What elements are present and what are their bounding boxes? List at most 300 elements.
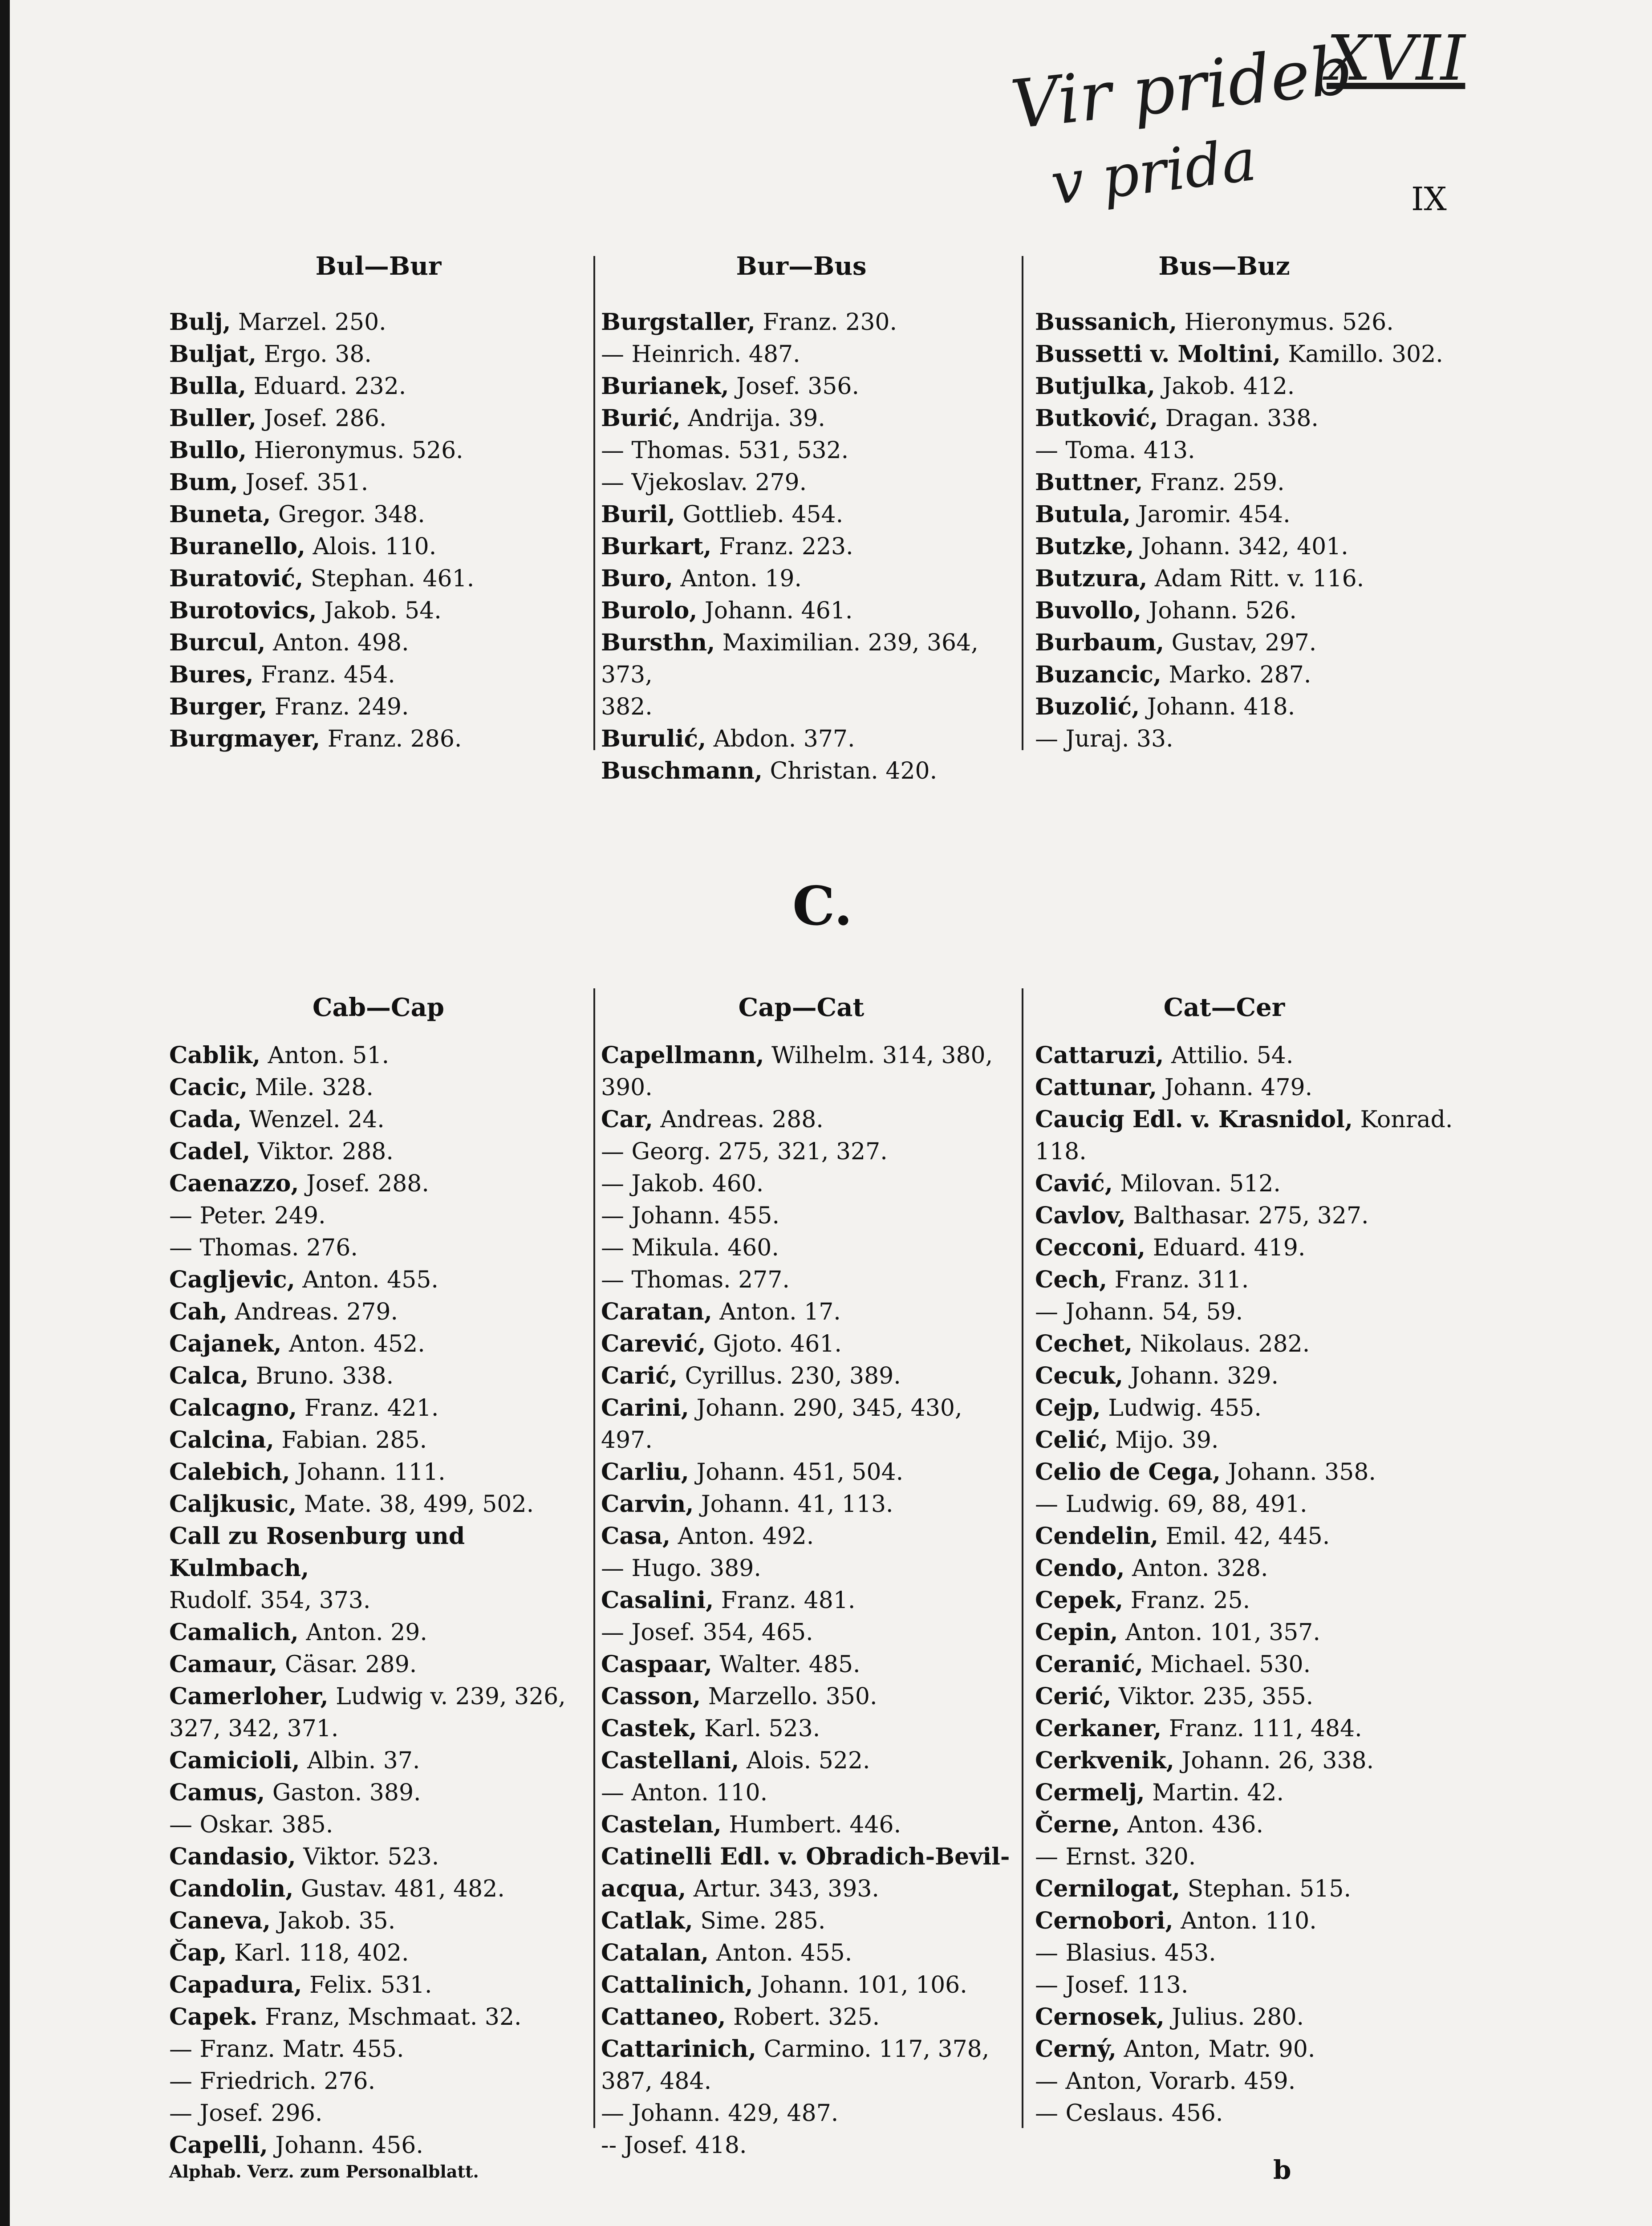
index-entry <box>1035 691 1453 723</box>
entry-details: Franz. 25. <box>1130 1587 1250 1614</box>
entry-surname: Candasio, <box>169 1843 296 1870</box>
index-entry <box>1035 467 1453 499</box>
entry-surname: Camalich, <box>169 1619 299 1646</box>
entry-details: — Josef. 354, 465. <box>601 1619 813 1646</box>
index-entry <box>1035 1392 1453 1424</box>
index-entry <box>601 306 1015 338</box>
entry-surname: Catinelli Edl. v. Obradich-Bevil- <box>601 1843 1010 1870</box>
index-entry <box>1035 2065 1453 2097</box>
entry-details: Carmino. 117, 378, <box>763 2036 990 2063</box>
entry-details: Adam Ritt. v. 116. <box>1154 565 1364 592</box>
index-entry <box>601 1264 1015 1296</box>
entry-surname: Buzolić, <box>1035 693 1140 720</box>
entry-details: Anton. 452. <box>289 1331 425 1357</box>
entry-details: — Josef. 113. <box>1035 1972 1189 1999</box>
index-entry <box>1035 306 1453 338</box>
index-entry <box>1035 1713 1453 1745</box>
entry-details: Johann. 526. <box>1149 597 1297 624</box>
index-entry <box>601 1681 1015 1713</box>
index-entry <box>1035 1072 1453 1104</box>
entry-surname: Caratan, <box>601 1298 712 1325</box>
entry-details: Franz. 481. <box>721 1587 856 1614</box>
entry-surname: Cendelin, <box>1035 1523 1159 1550</box>
column-header: Cap—Cat <box>738 993 865 1022</box>
index-entry <box>1035 1456 1453 1488</box>
index-entry <box>169 1072 583 1104</box>
entry-surname: Cejp, <box>1035 1394 1101 1422</box>
entry-details: Andreas. 288. <box>660 1106 824 1133</box>
entry-details: — Thomas. 531, 532. <box>601 437 849 464</box>
entry-details: Marko. 287. <box>1169 662 1311 688</box>
index-entry <box>601 1841 1015 1873</box>
column-header: Cab—Cap <box>312 993 445 1022</box>
entry-details: Anton. 455. <box>302 1267 438 1293</box>
index-entry <box>601 338 1015 370</box>
entry-surname: Bursthn, <box>601 629 715 656</box>
index-entry <box>1035 595 1453 627</box>
index-entry <box>601 370 1015 402</box>
entry-details: Kamillo. 302. <box>1288 341 1443 368</box>
index-entry <box>1035 627 1453 659</box>
entry-details: Franz. 259. <box>1150 469 1285 496</box>
index-entry <box>1035 1552 1453 1584</box>
entry-details: Johann. 456. <box>275 2132 423 2159</box>
entry-details: Anton. 455. <box>716 1940 852 1966</box>
entry-details: Josef. 351. <box>245 469 369 496</box>
index-entry <box>1035 1681 1453 1713</box>
entry-details: Abdon. 377. <box>713 726 855 752</box>
entry-surname: Cajanek, <box>169 1330 282 1357</box>
entry-details: — Ernst. 320. <box>1035 1844 1196 1870</box>
index-entry <box>1035 2097 1453 2129</box>
entry-surname: acqua, <box>601 1875 686 1902</box>
index-entry <box>1035 1360 1453 1392</box>
entry-details: Mijo. 39. <box>1115 1427 1219 1454</box>
entry-surname: Buttner, <box>1035 469 1143 496</box>
index-entry <box>169 435 583 467</box>
page-number: IX <box>1411 180 1447 218</box>
entry-details: Josef. 288. <box>306 1170 429 1197</box>
index-entry <box>169 2033 583 2065</box>
entry-surname: Carvin, <box>601 1491 694 1518</box>
entry-surname: Cattarinich, <box>601 2035 757 2063</box>
index-entry <box>1035 1745 1453 1777</box>
index-entry <box>601 1360 1015 1392</box>
index-entry <box>1035 531 1453 563</box>
index-entry <box>1035 1617 1453 1649</box>
entry-details: Johann. 101, 106. <box>760 1972 967 1999</box>
entry-surname: Burić, <box>601 405 681 432</box>
entry-details: — Thomas. 276. <box>169 1235 358 1261</box>
handwritten-note-2: v prida <box>1047 126 1260 218</box>
index-entry <box>601 595 1015 627</box>
entry-surname: Carević, <box>601 1330 706 1357</box>
index-entry <box>1035 338 1453 370</box>
entry-details: — Mikula. 460. <box>601 1235 779 1261</box>
entry-details: Stephan. 461. <box>310 565 475 592</box>
entry-details: Gustav. 481, 482. <box>300 1876 505 1902</box>
index-entry <box>601 2033 1015 2065</box>
entry-details: Franz. 421. <box>304 1395 439 1422</box>
handwritten-note: Vir prideb <box>1007 31 1356 144</box>
entry-details: — Franz. Matr. 455. <box>169 2036 404 2063</box>
entry-details: — Josef. 296. <box>169 2100 323 2127</box>
entry-surname: Cerkaner, <box>1035 1715 1162 1742</box>
entry-details: Andreas. 279. <box>235 1299 398 1325</box>
entry-details: Sime. 285. <box>700 1908 826 1934</box>
entry-details: — Johann. 455. <box>601 1202 779 1229</box>
entry-details: Johann. 26, 338. <box>1181 1747 1374 1774</box>
index-entry <box>169 1040 583 1072</box>
index-entry <box>601 1200 1015 1232</box>
index-entry <box>169 1168 583 1200</box>
index-entry <box>601 1520 1015 1552</box>
entry-surname: Bussetti v. Moltini, <box>1035 341 1281 368</box>
index-entry <box>169 1969 583 2001</box>
entry-surname: Calebich, <box>169 1458 290 1486</box>
entry-surname: Cacic, <box>169 1074 248 1101</box>
entry-surname: Butzke, <box>1035 533 1134 560</box>
entry-surname: Buvollo, <box>1035 597 1141 624</box>
entry-details: Jakob. 412. <box>1162 373 1295 400</box>
index-column <box>1035 306 1453 755</box>
index-entry <box>601 1745 1015 1777</box>
index-entry <box>1035 1649 1453 1681</box>
entry-surname: Cattalinich, <box>601 1971 753 1999</box>
entry-details: — Peter. 249. <box>169 1202 326 1229</box>
index-entry <box>169 1136 583 1168</box>
entry-details: Eduard. 419. <box>1153 1235 1306 1261</box>
index-column <box>1035 1040 1453 2129</box>
index-entry <box>601 1456 1015 1488</box>
entry-details: — Thomas. 277. <box>601 1267 790 1293</box>
entry-details: Alois. 110. <box>313 533 437 560</box>
index-entry <box>601 1617 1015 1649</box>
entry-surname: Buljat, <box>169 341 257 368</box>
entry-surname: Burianek, <box>601 373 729 400</box>
entry-surname: Cepin, <box>1035 1619 1118 1646</box>
entry-details: Cäsar. 289. <box>284 1651 417 1678</box>
index-entry <box>601 1232 1015 1264</box>
index-entry <box>1035 499 1453 531</box>
entry-details: Felix. 531. <box>309 1972 432 1999</box>
entry-details: Gottlieb. 454. <box>682 501 844 528</box>
entry-surname: Cattaneo, <box>601 2003 726 2031</box>
entry-details: 390. <box>601 1074 653 1101</box>
index-entry <box>601 2001 1015 2033</box>
index-entry <box>169 1841 583 1873</box>
entry-details: Ludwig. 455. <box>1108 1395 1262 1422</box>
entry-surname: Castellani, <box>601 1747 739 1774</box>
entry-surname: Capellmann, <box>601 1042 764 1069</box>
handwritten-volume: XVII <box>1327 22 1465 95</box>
index-entry <box>601 1873 1015 1905</box>
entry-surname: Bussanich, <box>1035 309 1177 336</box>
entry-surname: Cechet, <box>1035 1330 1133 1357</box>
entry-details: Artur. 343, 393. <box>693 1876 879 1902</box>
entry-surname: Cerný, <box>1035 2035 1117 2063</box>
entry-details: Anton. 110. <box>1181 1908 1317 1934</box>
entry-details: Marzello. 350. <box>708 1683 877 1710</box>
entry-details: Robert. 325. <box>733 2004 880 2031</box>
index-entry <box>1035 1264 1453 1296</box>
index-entry <box>169 2065 583 2097</box>
entry-surname: Buzancic, <box>1035 661 1161 688</box>
entry-details: Attilio. 54. <box>1171 1042 1294 1069</box>
entry-surname: Capadura, <box>169 1971 302 1999</box>
index-entry <box>601 627 1015 691</box>
column-header: Bus—Buz <box>1158 252 1290 281</box>
entry-surname: Bulj, <box>169 309 231 336</box>
entry-details: Konrad. <box>1360 1106 1453 1133</box>
entry-details: Johann. 290, 345, 430, 497. <box>601 1395 962 1454</box>
entry-details: Johann. 451, 504. <box>696 1459 904 1486</box>
entry-details: — Georg. 275, 321, 327. <box>601 1138 888 1165</box>
index-entry <box>1035 1873 1453 1905</box>
entry-details: Gregor. 348. <box>278 501 425 528</box>
index-entry <box>601 1392 1015 1456</box>
entry-surname: Cepek, <box>1035 1587 1124 1614</box>
index-entry <box>601 1136 1015 1168</box>
entry-surname: Bulla, <box>169 373 247 400</box>
entry-details: Viktor. 523. <box>303 1844 439 1870</box>
index-entry <box>1035 1136 1453 1168</box>
index-entry <box>601 1104 1015 1136</box>
entry-surname: Cattunar, <box>1035 1074 1157 1101</box>
index-entry <box>1035 1841 1453 1873</box>
entry-details: Christan. 420. <box>770 758 938 784</box>
index-entry <box>601 1552 1015 1584</box>
entry-details: 387, 484. <box>601 2068 712 2095</box>
entry-details: Nikolaus. 282. <box>1140 1331 1310 1357</box>
entry-details: Maximilian. 239, 364, 373, <box>601 630 978 688</box>
index-entry <box>601 691 1015 723</box>
scan-edge <box>0 0 10 2226</box>
index-entry <box>1035 1328 1453 1360</box>
index-entry <box>601 1905 1015 1937</box>
index-entry <box>169 1584 583 1617</box>
entry-surname: Cermelj, <box>1035 1779 1145 1806</box>
index-entry <box>169 1328 583 1360</box>
entry-details: Johann. 358. <box>1228 1459 1376 1486</box>
index-entry <box>1035 1232 1453 1264</box>
entry-details: Wilhelm. 314, 380, <box>771 1042 993 1069</box>
index-entry <box>169 1681 583 1713</box>
entry-details: Karl. 523. <box>704 1715 820 1742</box>
index-column <box>601 1040 1015 2161</box>
entry-details: Gjoto. 461. <box>713 1331 842 1357</box>
entry-details: Cyrillus. 230, 389. <box>685 1363 901 1389</box>
entry-details: Hieronymus. 526. <box>254 437 463 464</box>
entry-surname: Čap, <box>169 1939 227 1966</box>
index-entry <box>169 1745 583 1777</box>
index-entry <box>169 1873 583 1905</box>
entry-details: Humbert. 446. <box>729 1812 901 1838</box>
entry-details: Gaston. 389. <box>272 1779 421 1806</box>
entry-details: — Anton, Vorarb. 459. <box>1035 2068 1296 2095</box>
index-entry <box>169 1488 583 1520</box>
entry-surname: Butula, <box>1035 501 1131 528</box>
index-entry <box>169 467 583 499</box>
index-entry <box>601 1168 1015 1200</box>
entry-surname: Carini, <box>601 1394 689 1422</box>
entry-surname: Cavlov, <box>1035 1202 1126 1229</box>
column-divider <box>593 988 595 2128</box>
entry-surname: Burgmayer, <box>169 725 321 752</box>
index-entry <box>169 306 583 338</box>
entry-surname: Cerić, <box>1035 1683 1112 1710</box>
index-entry <box>169 723 583 755</box>
entry-surname: Cablik, <box>169 1042 261 1069</box>
entry-surname: Cada, <box>169 1106 242 1133</box>
index-entry <box>169 691 583 723</box>
index-entry <box>1035 2033 1453 2065</box>
index-entry <box>601 1809 1015 1841</box>
index-entry <box>169 2001 583 2033</box>
entry-details: Mile. 328. <box>255 1074 373 1101</box>
entry-details: — Jakob. 460. <box>601 1170 764 1197</box>
entry-surname: Catlak, <box>601 1907 693 1934</box>
entry-surname: Cernilogat, <box>1035 1875 1181 1902</box>
entry-details: Anton. 19. <box>680 565 802 592</box>
entry-surname: Castek, <box>601 1715 697 1742</box>
entry-details: Eduard. 232. <box>253 373 406 400</box>
index-entry <box>169 1104 583 1136</box>
entry-surname: Calca, <box>169 1362 249 1389</box>
entry-surname: Calcina, <box>169 1426 274 1454</box>
index-entry <box>169 2129 583 2161</box>
index-column <box>169 306 583 755</box>
entry-surname: Castelan, <box>601 1811 722 1838</box>
entry-details: — Anton. 110. <box>601 1779 768 1806</box>
entry-details: — Toma. 413. <box>1035 437 1195 464</box>
index-entry <box>601 1937 1015 1969</box>
index-entry <box>169 1360 583 1392</box>
entry-surname: Casson, <box>601 1683 701 1710</box>
index-entry <box>1035 1777 1453 1809</box>
section-letter: C. <box>792 875 853 938</box>
entry-surname: Cagljevic, <box>169 1266 295 1293</box>
index-entry <box>1035 1520 1453 1552</box>
entry-surname: Casa, <box>601 1523 671 1550</box>
column-divider <box>1022 256 1023 750</box>
entry-surname: Cecuk, <box>1035 1362 1124 1389</box>
entry-details: Marzel. 250. <box>238 309 386 336</box>
index-entry <box>601 2065 1015 2097</box>
index-entry <box>601 1296 1015 1328</box>
entry-surname: Cech, <box>1035 1266 1108 1293</box>
entry-surname: Bures, <box>169 661 254 688</box>
entry-surname: Buranello, <box>169 533 306 560</box>
entry-details: Franz. 249. <box>274 694 409 720</box>
entry-details: Milovan. 512. <box>1120 1170 1281 1197</box>
index-entry <box>1035 370 1453 402</box>
index-entry <box>169 659 583 691</box>
index-entry <box>601 1713 1015 1745</box>
column-header: Bul—Bur <box>315 252 442 281</box>
entry-details: 118. <box>1035 1138 1087 1165</box>
index-entry <box>601 1488 1015 1520</box>
index-entry <box>601 2129 1015 2161</box>
index-entry <box>1035 659 1453 691</box>
entry-surname: Capek. <box>169 2003 258 2031</box>
index-entry <box>169 1424 583 1456</box>
index-entry <box>169 1905 583 1937</box>
index-entry <box>1035 1937 1453 1969</box>
entry-details: Viktor. 235, 355. <box>1118 1683 1314 1710</box>
index-entry <box>1035 1488 1453 1520</box>
entry-details: Anton. 328. <box>1132 1555 1268 1582</box>
entry-details: Franz. 454. <box>261 662 395 688</box>
entry-surname: Capelli, <box>169 2132 268 2159</box>
entry-surname: Cernobori, <box>1035 1907 1173 1934</box>
entry-surname: Call zu Rosenburg und Kulmbach, <box>169 1523 465 1582</box>
entry-details: Franz. 223. <box>718 533 853 560</box>
index-entry <box>169 1200 583 1232</box>
entry-surname: Cecconi, <box>1035 1234 1146 1261</box>
index-entry <box>601 467 1015 499</box>
entry-surname: Camaur, <box>169 1651 278 1678</box>
entry-details: Anton. 101, 357. <box>1125 1619 1320 1646</box>
entry-surname: Cah, <box>169 1298 227 1325</box>
entry-details: — Ceslaus. 456. <box>1035 2100 1223 2127</box>
index-entry <box>169 338 583 370</box>
entry-surname: Caljkusic, <box>169 1491 297 1518</box>
index-entry <box>169 531 583 563</box>
entry-surname: Burkart, <box>601 533 712 560</box>
entry-surname: Cernosek, <box>1035 2003 1165 2031</box>
entry-details: Alois. 522. <box>746 1747 870 1774</box>
entry-surname: Catalan, <box>601 1939 709 1966</box>
entry-details: Johann. 461. <box>704 597 853 624</box>
entry-details: Jaromir. 454. <box>1138 501 1291 528</box>
entry-details: Anton. 492. <box>678 1523 814 1550</box>
entry-details: Ludwig v. 239, 326, <box>336 1683 566 1710</box>
index-column <box>169 1040 583 2161</box>
index-column <box>601 306 1015 787</box>
entry-details: Josef. 286. <box>264 405 387 432</box>
index-entry <box>169 1713 583 1745</box>
entry-surname: Caenazzo, <box>169 1170 299 1197</box>
entry-surname: Camerloher, <box>169 1683 329 1710</box>
index-entry <box>169 1264 583 1296</box>
entry-surname: Butjulka, <box>1035 373 1155 400</box>
index-entry <box>601 402 1015 435</box>
index-entry <box>169 595 583 627</box>
entry-details: — Johann. 429, 487. <box>601 2100 839 2127</box>
entry-surname: Buller, <box>169 405 257 432</box>
entry-surname: Ceranić, <box>1035 1651 1143 1678</box>
entry-surname: Butković, <box>1035 405 1158 432</box>
index-entry <box>1035 1969 1453 2001</box>
entry-surname: Burolo, <box>601 597 698 624</box>
entry-surname: Car, <box>601 1106 653 1133</box>
index-entry <box>1035 2001 1453 2033</box>
entry-surname: Černe, <box>1035 1811 1120 1838</box>
index-entry <box>601 1649 1015 1681</box>
index-entry <box>601 1777 1015 1809</box>
entry-surname: Bum, <box>169 469 238 496</box>
index-entry <box>601 2097 1015 2129</box>
index-entry <box>601 1969 1015 2001</box>
entry-details: — Oskar. 385. <box>169 1812 333 1838</box>
entry-details: Franz. 230. <box>763 309 897 336</box>
column-divider <box>593 256 595 750</box>
index-entry <box>1035 1296 1453 1328</box>
entry-details: Johann. 479. <box>1164 1074 1313 1101</box>
entry-surname: Buril, <box>601 501 675 528</box>
entry-surname: Burger, <box>169 693 268 720</box>
